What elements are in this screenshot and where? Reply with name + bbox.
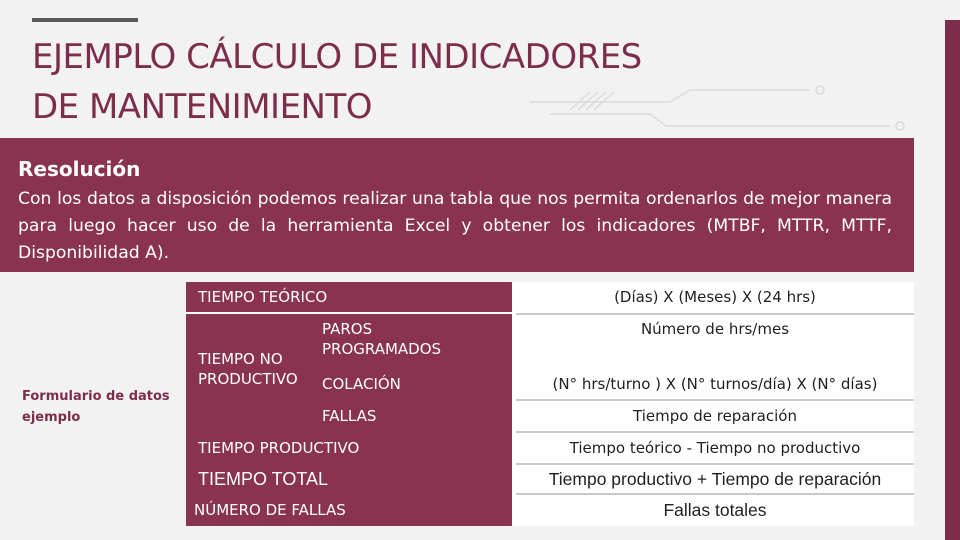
value-fallas — [516, 401, 914, 431]
cell-fallas — [314, 400, 512, 432]
label-fallas: FALLAS — [322, 407, 377, 425]
value-tiempo-total-text: Tiempo productivo + Tiempo de reparación — [548, 469, 882, 489]
top-accent-line — [32, 18, 138, 22]
value-fallas-text: Tiempo de reparación — [633, 407, 797, 425]
value-colacion — [516, 368, 914, 400]
resolution-text: Con los datos a disposición podemos realizar una tabla que nos permita ordenarlos de mejor manera para luego hacer uso de la herramienta Excel y obtener los indicadores (MTBF, MTTR, MTTF, Disponibilidad A). — [18, 189, 892, 263]
label-colacion: COLACIÓN — [322, 375, 401, 393]
cell-numero-fallas — [186, 494, 512, 526]
label-tiempo-productivo: TIEMPO PRODUCTIVO — [198, 439, 360, 457]
value-colacion-text: (N° hrs/turno ) X (N° turnos/día) X (N° días) — [552, 375, 878, 393]
resolution-heading: Resolución — [18, 157, 141, 181]
form-caption: Formulario de datos ejemplo — [22, 389, 170, 425]
value-tiempo-teorico — [516, 282, 914, 312]
value-tiempo-productivo-text: Tiempo teórico - Tiempo no productivo — [569, 439, 861, 457]
value-numero-fallas-text: Fallas totales — [663, 500, 767, 520]
value-tiempo-teorico-text: (Días) X (Meses) X (24 hrs) — [614, 288, 816, 306]
cell-tiempo-teorico — [186, 282, 512, 312]
cell-paros-programados — [314, 314, 512, 368]
value-paros-programados — [516, 316, 914, 346]
cell-tiempo-productivo — [186, 432, 512, 464]
label-numero-fallas: NÚMERO DE FALLAS — [194, 501, 346, 519]
row-divider — [516, 313, 914, 315]
cell-colacion — [314, 368, 512, 400]
cell-tiempo-total — [186, 464, 512, 494]
resolution-band — [0, 138, 914, 272]
value-tiempo-productivo — [516, 433, 914, 463]
title-line-1: EJEMPLO CÁLCULO DE INDICADORES — [32, 37, 642, 77]
label-tiempo-teorico: TIEMPO TEÓRICO — [198, 288, 328, 306]
value-numero-fallas — [516, 495, 914, 526]
indicators-table — [186, 282, 914, 526]
right-accent-bar — [945, 20, 960, 540]
label-tiempo-total: TIEMPO TOTAL — [198, 469, 329, 489]
title-line-2: DE MANTENIMIENTO — [32, 87, 373, 127]
value-tiempo-total — [516, 465, 914, 494]
circuit-decoration — [470, 80, 950, 140]
value-paros-text: Número de hrs/mes — [640, 320, 790, 338]
label-paros-programados: PAROS PROGRAMADOS — [322, 320, 442, 358]
cell-tiempo-no-productivo — [186, 314, 314, 432]
label-tiempo-no-productivo: TIEMPO NO PRODUCTIVO — [198, 350, 298, 388]
